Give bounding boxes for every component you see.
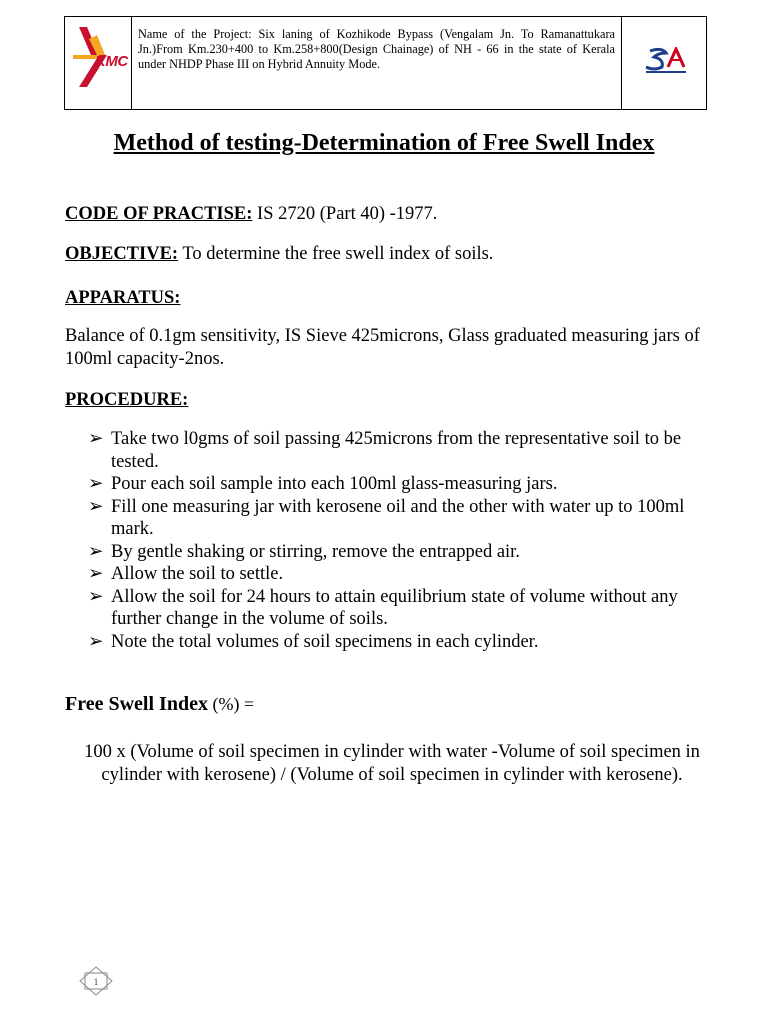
list-item: ➢ Allow the soil to settle.	[88, 564, 284, 584]
kmc-logo-text: KMC	[95, 53, 128, 70]
procedure-heading	[65, 389, 188, 412]
arrow-bullet-icon: ➢	[88, 541, 104, 562]
list-item: ➢ Take two l0gms of soil passing 425microns from the representative soil to be tested.	[88, 429, 682, 472]
objective-value: To determine the free swell index of soils.	[178, 244, 494, 264]
arrow-bullet-icon: ➢	[88, 429, 104, 449]
procedure-label: PROCEDURE:	[65, 390, 189, 410]
code-of-practise-value: IS 2720 (Part 40) -1977.	[252, 204, 438, 224]
page-title: Method of testing-Determination of Free Swell Index	[113, 130, 655, 156]
sa-logo-icon	[644, 47, 690, 75]
arrow-bullet-icon: ➢	[88, 631, 104, 652]
project-name: Name of the Project: Six laning of Kozhikode Bypass (Vengalam Jn. To Ramanattukara Jn.)From Km.230+400 to Km.258+800(Design Chainage) of NH - 66 in the state of Kerala under NHDP Phase III on Hybrid Annuity Mode.	[132, 17, 622, 109]
procedure-list	[88, 428, 718, 653]
list-item: ➢ Allow the soil for 24 hours to attain equilibrium state of volume without any further change in the volume of soils.	[88, 586, 678, 629]
page-ornament-icon	[78, 965, 114, 997]
sa-logo	[622, 17, 706, 109]
arrow-bullet-icon: ➢	[88, 496, 104, 517]
page-number-badge	[78, 965, 114, 1002]
apparatus-text: Balance of 0.1gm sensitivity, IS Sieve 425microns, Glass graduated measuring jars of 100ml capacity-2nos.	[65, 326, 700, 369]
formula-label: Free Swell Index	[65, 693, 208, 715]
list-item: ➢ Pour each soil sample into each 100ml glass-measuring jars.	[88, 474, 558, 494]
formula-unit: (%) =	[207, 694, 255, 714]
list-item: ➢ By gentle shaking or stirring, remove the entrapped air.	[88, 541, 520, 562]
formula-heading	[65, 693, 254, 716]
code-of-practise-label: CODE OF PRACTISE:	[65, 204, 253, 224]
objective-label: OBJECTIVE:	[65, 244, 179, 264]
arrow-bullet-icon: ➢	[88, 564, 104, 584]
page-number: 1	[93, 977, 99, 987]
objective	[65, 243, 493, 266]
list-item: ➢ Fill one measuring jar with kerosene oil and the other with water up to 100ml mark.	[88, 496, 685, 539]
kmc-logo	[65, 17, 132, 109]
arrow-bullet-icon: ➢	[88, 474, 104, 494]
apparatus-label: APPARATUS:	[65, 288, 181, 308]
list-item: ➢ Note the total volumes of soil specimens in each cylinder.	[88, 631, 539, 652]
header-table	[64, 16, 707, 110]
code-of-practise	[65, 203, 437, 226]
arrow-bullet-icon: ➢	[88, 586, 104, 607]
formula-text: 100 x (Volume of soil specimen in cylinder with water -Volume of soil specimen in cylinder with kerosene) / (Volume of soil specimen in cylinder with kerosene).	[84, 742, 700, 785]
apparatus-heading	[65, 287, 180, 310]
